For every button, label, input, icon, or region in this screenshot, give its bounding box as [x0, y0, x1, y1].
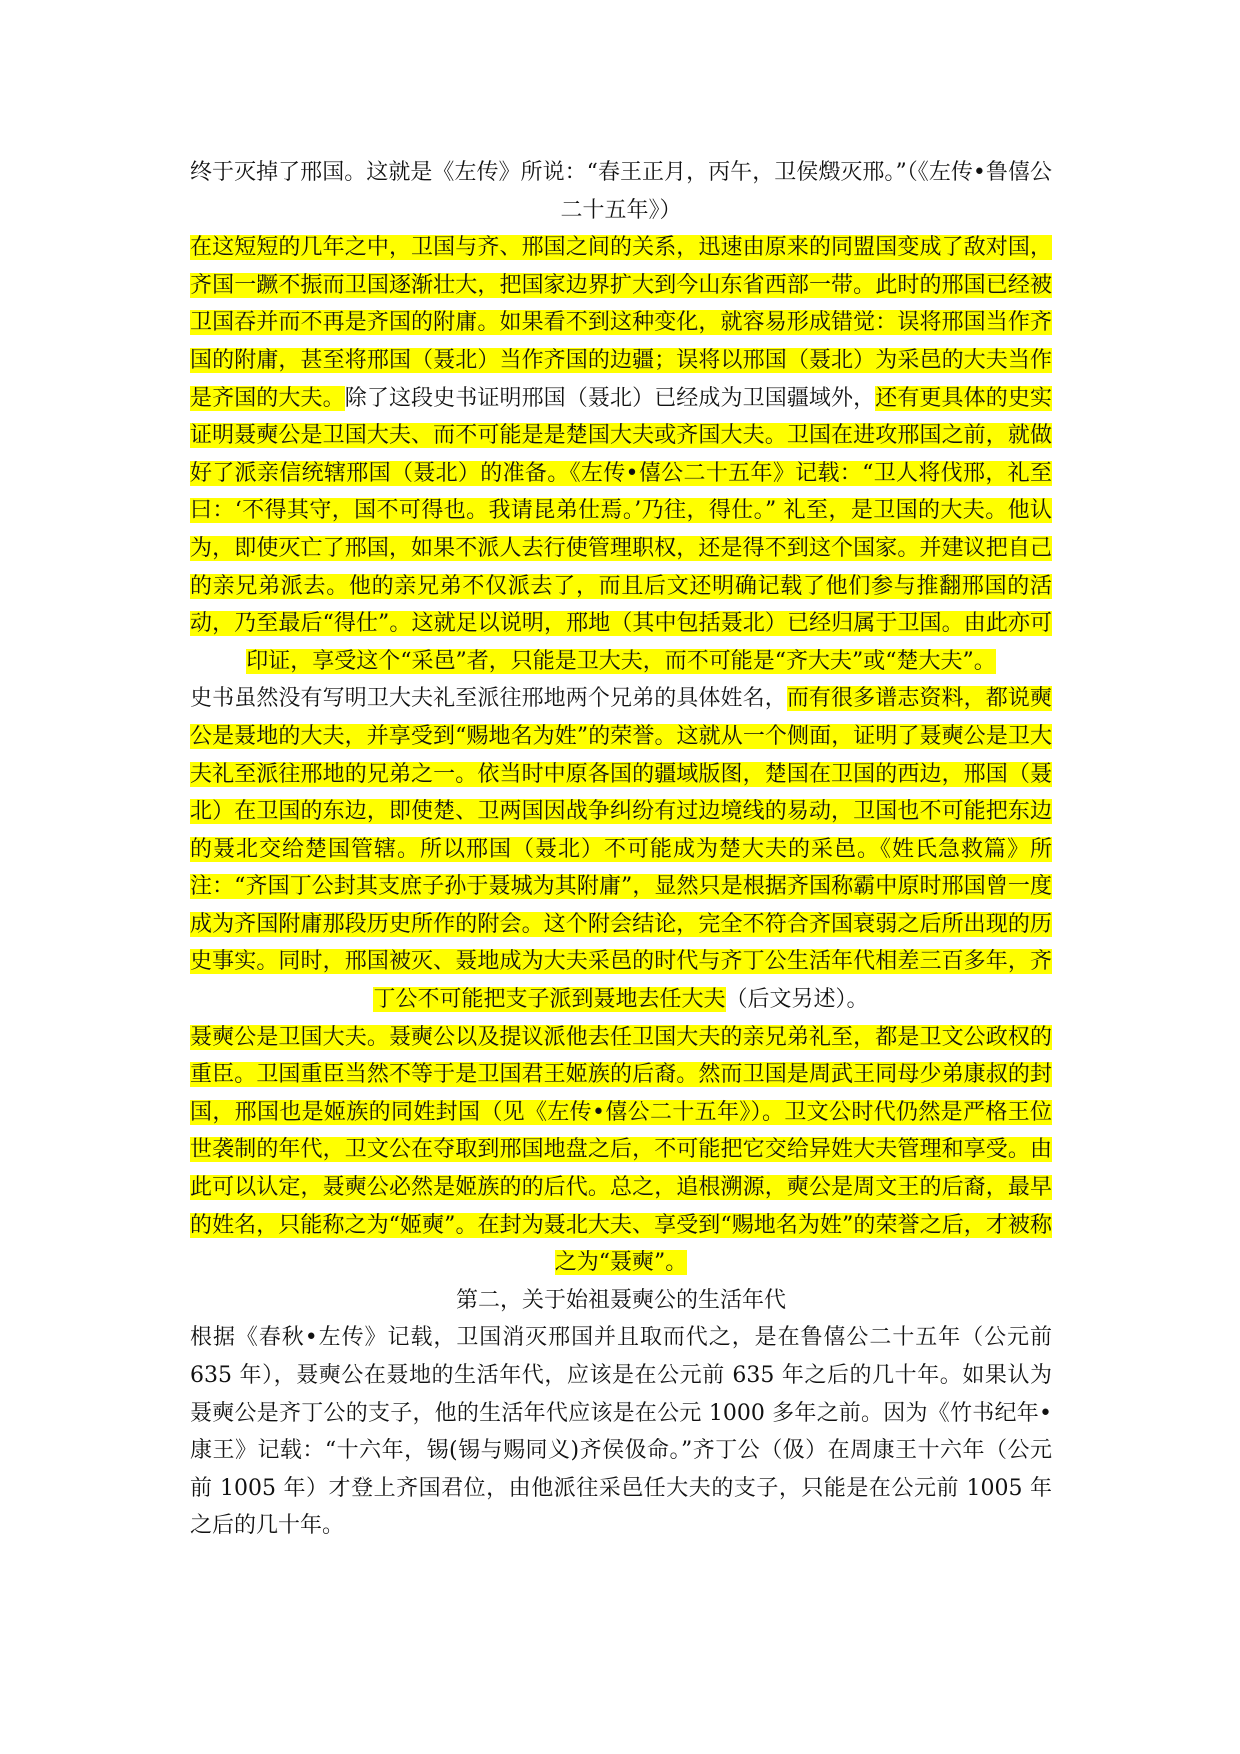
highlighted-text: 聂奭公是卫国大夫。聂奭公以及提议派他去任卫国大夫的亲兄弟礼至，都是卫文公政权的重臣。卫国重臣当然不等于是卫国君王姬族的后裔。然而卫国是周武王同母少弟康叔的封国，邢国也是姬族的同姓封国（见《左传•僖公二十五年》）。卫文公时代仍然是严格王位世袭制的年代，卫文公在夺取到邢国地盘之后，不可能把它交给异姓大夫管理和享受。由此可以认定，聂奭公必然是姬族的的后代。总之，追根溯源，奭公是周文王的后裔，最早的姓名，只能称之为“姬奭”。在封为聂北大夫、享受到“赐地名为姓”的荣誉之后，才被称之为“聂奭”。: [190, 1024, 1052, 1276]
paragraph-5: 根据《春秋•左传》记载，卫国消灭邢国并且取而代之，是在鲁僖公二十五年（公元前 635 年），聂奭公在聂地的生活年代，应该是在公元前 635 年之后的几十年。如果认为聂奭公是齐丁公的支子，他的生活年代应该是在公元 1000 多年之前。因为《竹书纪年•康王》记载：“十六年，锡(锡与赐同义)齐侯伋命。”齐丁公（伋）在周康王十六年（公元前 1005 年）才登上齐国君位，由他派往采邑任大夫的支子，只能是在公元前 1005 年之后的几十年。: [190, 1325, 1052, 1539]
paragraph-3: [190, 680, 1052, 1018]
paragraph-4: [190, 1019, 1052, 1282]
paragraph-1: [190, 154, 1052, 229]
paragraph-2: [190, 229, 1052, 680]
highlighted-text: 而有很多谱志资料，都说奭公是聂地的大夫，并享受到“赐地名为姓”的荣誉。这就从一个侧面，证明了聂奭公是卫大夫礼至派往邢地的兄弟之一。依当时中原各国的疆域版图，楚国在卫国的西边，邢国（聂北）在卫国的东边，即使楚、卫两国因战争纠纷有过边境线的易动，卫国也不可能把东边的聂北交给楚国管辖。所以邢国（聂北）不可能成为楚大夫的采邑。《姓氏急救篇》所注：“齐国丁公封其支庶子孙于聂城为其附庸”，显然只是根据齐国称霸中原时邢国曾一度成为齐国附庸那段历史所作的附会。这个附会结论，完全不符合齐国衰弱之后所出现的历史事实。同时，邢国被灭、聂地成为大夫采邑的时代与齐丁公生活年代相差三百多年，齐丁公不可能把支子派到聂地去任大夫: [190, 686, 1052, 1013]
plain-text: 史书虽然没有写明卫大夫礼至派往邢地两个兄弟的具体姓名，: [190, 686, 787, 712]
highlighted-text: 还有更具体的史实证明聂奭公是卫国大夫、而不可能是是楚国大夫或齐国大夫。卫国在进攻邢国之前，就做好了派亲信统辖邢国（聂北）的准备。《左传•僖公二十五年》记载：“卫人将伐邢，礼至曰：‘不得其守，国不可得也。我请昆弟仕焉。’乃往，得仕。” 礼至，是卫国的大夫。他认为，即使灭亡了邢国，如果不派人去行使管理职权，还是得不到这个国家。并建议把自己的亲兄弟派去。他的亲兄弟不仅派去了，而且后文还明确记载了他们参与推翻邢国的活动，乃至最后“得仕”。这就足以说明，邢地（其中包括聂北）已经归属于卫国。由此亦可印证，享受这个“采邑”者，只能是卫大夫，而不可能是“齐大夫”或“楚大夫”。: [190, 385, 1052, 674]
plain-text: （后文另述）。: [725, 987, 869, 1013]
plain-text: 除了这段史书证明邢国（聂北）已经成为卫国疆域外，: [344, 385, 876, 411]
paragraph-1-text: 终于灭掉了邢国。这就是《左传》所说：“春王正月，丙午，卫侯燬灭邢。”（《左传•鲁僖公二十五年》）: [190, 160, 1052, 223]
document-page: [190, 154, 1052, 1545]
highlighted-text: 在这短短的几年之中，卫国与齐、邢国之间的关系，迅速由原来的同盟国变成了敌对国，齐国一蹶不振而卫国逐渐壮大，把国家边界扩大到今山东省西部一带。此时的邢国已经被卫国吞并而不再是齐国的附庸。如果看不到这种变化，就容易形成错觉：误将邢国当作齐国的附庸，甚至将邢国（聂北）当作齐国的边疆；误将以邢国（聂北）为采邑的大夫当作是齐国的大夫。: [190, 235, 1052, 411]
section-heading: 第二，关于始祖聂奭公的生活年代: [455, 1287, 786, 1313]
